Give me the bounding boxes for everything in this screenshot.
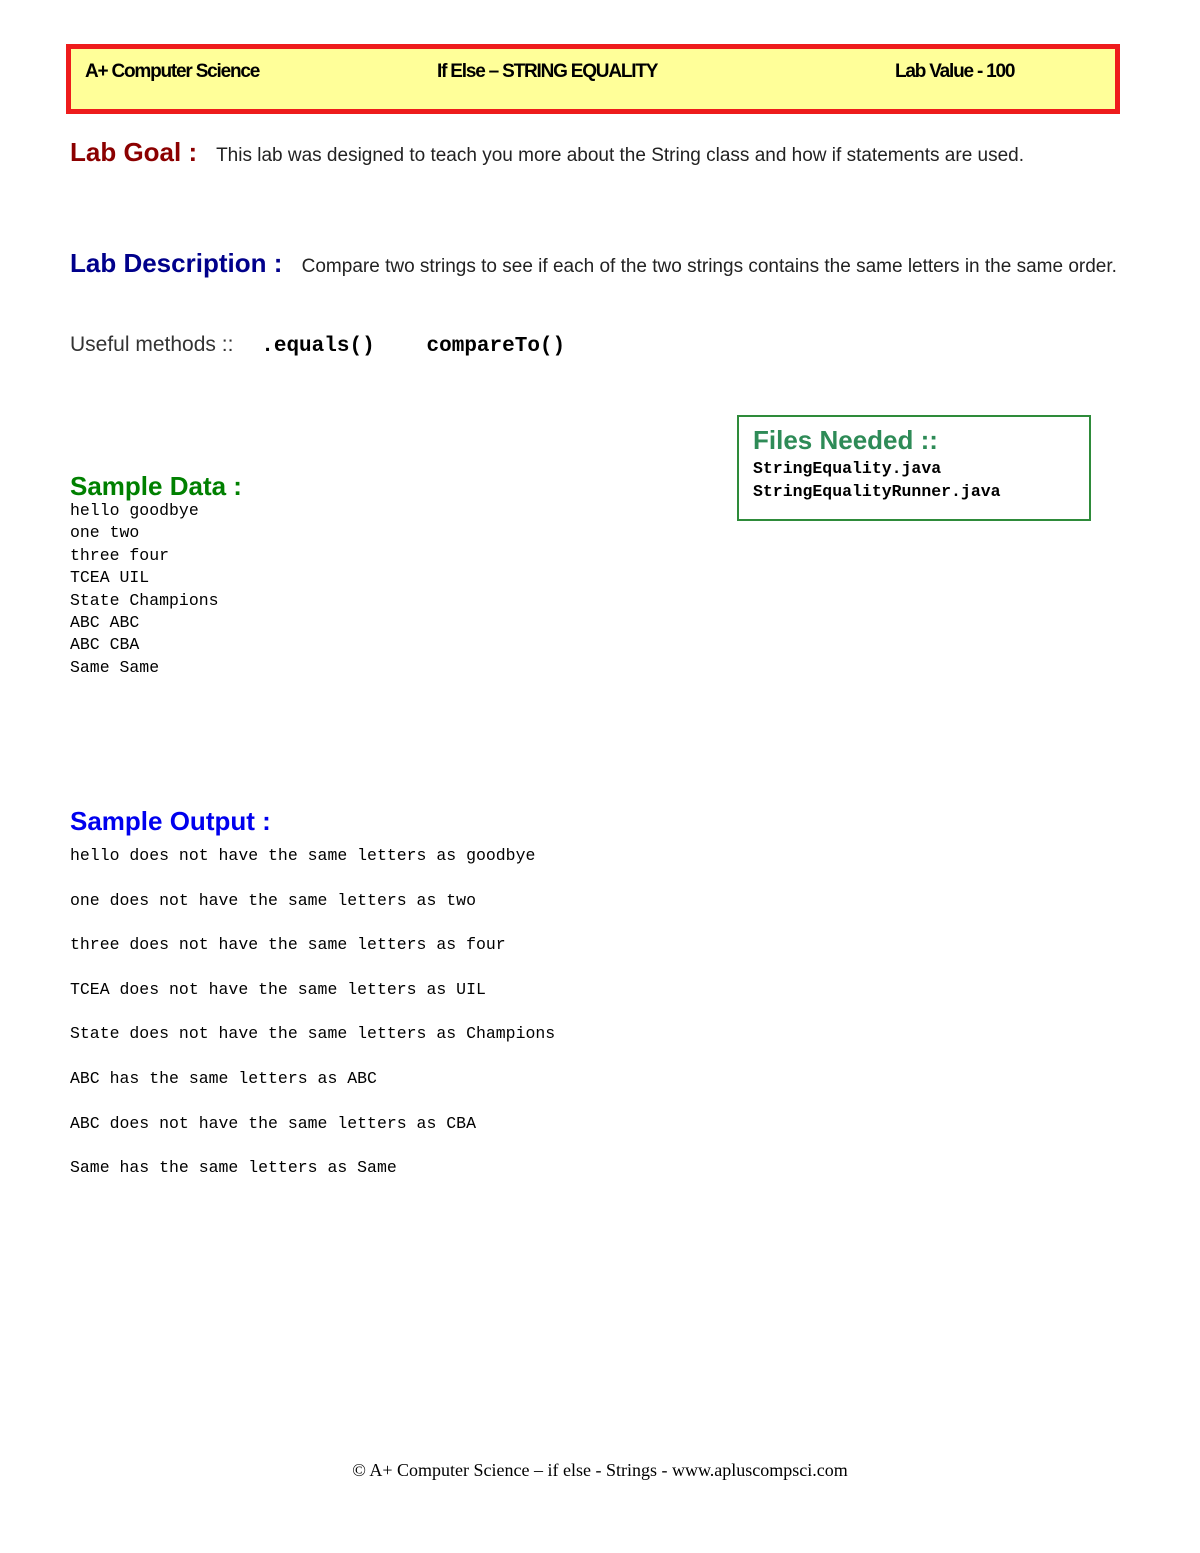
sample-output-line: hello does not have the same letters as goodbye xyxy=(70,846,536,865)
files-needed-box xyxy=(737,415,1091,521)
method-compareto: compareTo() xyxy=(426,335,566,358)
header-lab-title: If Else – STRING EQUALITY xyxy=(437,61,658,82)
sample-data-line: TCEA UIL xyxy=(70,568,150,588)
sample-data-line: State Champions xyxy=(70,590,219,610)
sample-data-line: three four xyxy=(70,545,170,565)
page-footer: © A+ Computer Science – if else - Strings - www.apluscompsci.com xyxy=(352,1460,848,1480)
sample-output-list xyxy=(70,834,555,1191)
lab-description-section xyxy=(70,250,1140,280)
sample-data-line: Same Same xyxy=(70,657,160,677)
sample-data-title: Sample Data : xyxy=(70,471,242,501)
sample-output-line: ABC has the same letters as ABC xyxy=(70,1068,377,1088)
sample-output-line: three does not have the same letters as four xyxy=(70,935,506,955)
sample-output-line: Same has the same letters as Same xyxy=(70,1158,397,1178)
sample-data-line: ABC ABC xyxy=(70,613,140,633)
sample-output-line: TCEA does not have the same letters as UIL xyxy=(70,979,486,999)
lab-header-box xyxy=(66,44,1120,114)
lab-description-text: Compare two strings to see if each of the two strings contains the same letters in the same order. xyxy=(301,256,1117,277)
sample-output-title: Sample Output : xyxy=(70,806,271,836)
sample-data-list xyxy=(70,500,219,679)
sample-output-line: one does not have the same letters as two xyxy=(70,890,476,910)
header-course-name: A+ Computer Science xyxy=(85,61,260,82)
sample-data-line: ABC CBA xyxy=(70,635,140,655)
file-item: StringEqualityRunner.java xyxy=(753,482,1001,501)
lab-description-title: Lab Description : xyxy=(70,248,283,278)
method-equals: .equals() xyxy=(261,335,375,358)
sample-data-line: one two xyxy=(70,523,140,543)
sample-output-line: ABC does not have the same letters as CBA xyxy=(70,1113,476,1133)
lab-goal-text: This lab was designed to teach you more about the String class and how if statements are used. xyxy=(216,145,1025,166)
useful-methods xyxy=(70,333,565,358)
lab-goal-section xyxy=(70,139,1140,169)
file-item: StringEquality.java xyxy=(753,459,942,478)
sample-data-line: hello goodbye xyxy=(70,501,199,520)
lab-goal-title: Lab Goal : xyxy=(70,137,198,167)
useful-methods-label: Useful methods :: xyxy=(70,333,234,356)
files-needed-list xyxy=(753,457,1089,503)
header-lab-value: Lab Value - 100 xyxy=(895,61,1015,82)
files-needed-title: Files Needed :: xyxy=(753,425,938,455)
sample-output-line: State does not have the same letters as Champions xyxy=(70,1024,556,1044)
